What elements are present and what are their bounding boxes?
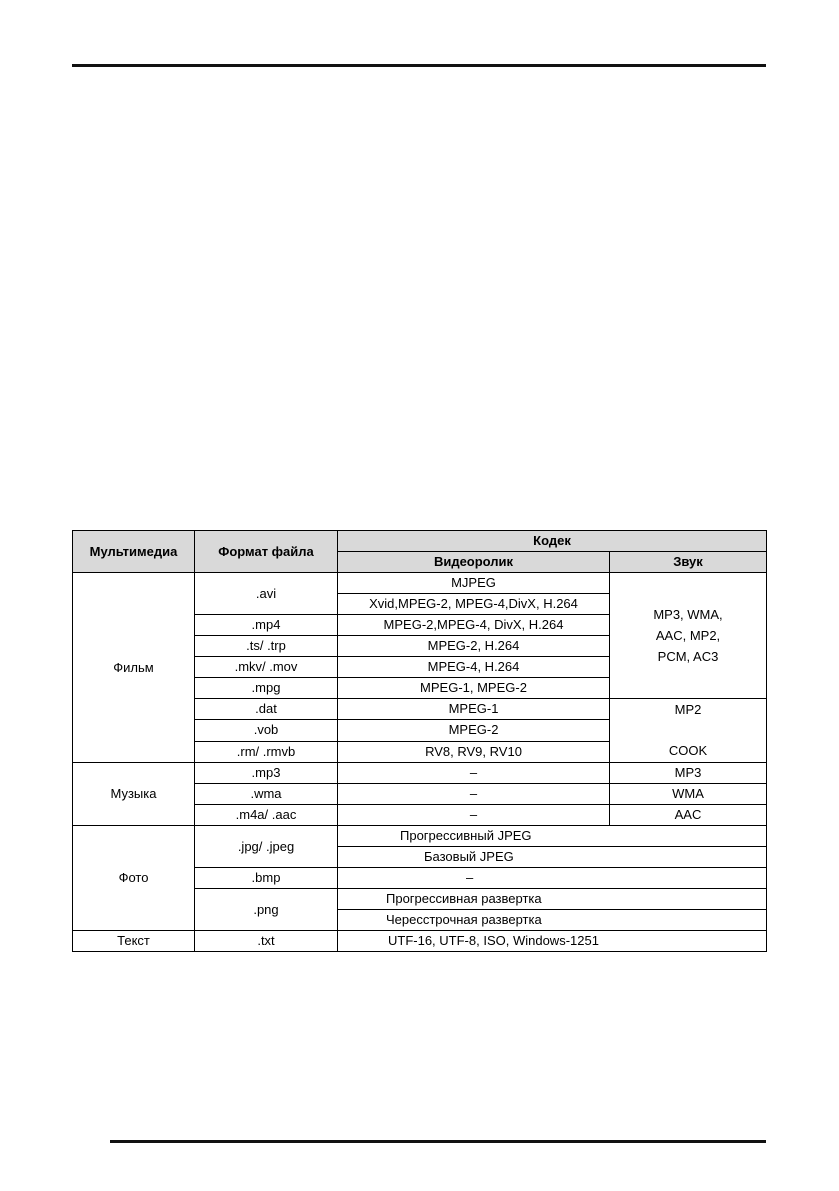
video-codec: MPEG-4, H.264	[338, 657, 610, 678]
photo-codec: Прогрессивная развертка	[338, 889, 767, 910]
audio-codec: MP3	[610, 763, 767, 784]
video-codec: –	[338, 784, 610, 805]
format-wma: .wma	[195, 784, 338, 805]
photo-codec: Базовый JPEG	[338, 847, 767, 868]
header-audio: Звук	[610, 552, 767, 573]
format-mpg: .mpg	[195, 678, 338, 699]
header-format: Формат файла	[195, 531, 338, 573]
header-codec: Кодек	[338, 531, 767, 552]
video-codec: MPEG-2	[338, 720, 610, 741]
media-music: Музыка	[73, 763, 195, 826]
header-media: Мультимедиа	[73, 531, 195, 573]
format-jpg: .jpg/ .jpeg	[195, 826, 338, 868]
audio-line-1: MP3, WMA,	[653, 607, 723, 622]
audio-line-2: AAC, MP2,	[655, 628, 721, 643]
text-codec: UTF-16, UTF-8, ISO, Windows-1251	[338, 931, 767, 952]
format-bmp: .bmp	[195, 868, 338, 889]
format-vob: .vob	[195, 720, 338, 741]
video-codec: MJPEG	[338, 573, 610, 594]
video-codec: MPEG-1	[338, 699, 610, 720]
media-text: Текст	[73, 931, 195, 952]
format-dat: .dat	[195, 699, 338, 720]
audio-codec: WMA	[610, 784, 767, 805]
table-row	[73, 763, 767, 784]
audio-line-3: PCM, AC3	[657, 649, 719, 664]
audio-cook: COOK	[668, 743, 708, 758]
photo-codec: –	[338, 868, 767, 889]
format-mp4: .mp4	[195, 615, 338, 636]
header-video: Видеоролик	[338, 552, 610, 573]
format-m4a: .m4a/ .aac	[195, 805, 338, 826]
codec-support-table	[72, 530, 767, 952]
format-mp3: .mp3	[195, 763, 338, 784]
format-png: .png	[195, 889, 338, 931]
video-codec: RV8, RV9, RV10	[338, 741, 610, 762]
header-row-1	[73, 531, 767, 552]
format-avi: .avi	[195, 573, 338, 615]
format-ts: .ts/ .trp	[195, 636, 338, 657]
media-film: Фильм	[73, 573, 195, 763]
audio-codec-group	[610, 573, 767, 699]
footer-rule	[110, 1140, 766, 1143]
audio-mp2: MP2	[674, 702, 702, 717]
video-codec: MPEG-1, MPEG-2	[338, 678, 610, 699]
video-codec: MPEG-2,MPEG-4, DivX, H.264	[338, 615, 610, 636]
format-mkv: .mkv/ .mov	[195, 657, 338, 678]
table-row	[73, 826, 767, 847]
photo-codec: Чересстрочная развертка	[338, 910, 767, 931]
table-row	[73, 931, 767, 952]
format-txt: .txt	[195, 931, 338, 952]
video-codec: –	[338, 763, 610, 784]
format-rm: .rm/ .rmvb	[195, 741, 338, 762]
photo-codec: Прогрессивный JPEG	[338, 826, 767, 847]
video-codec: MPEG-2, H.264	[338, 636, 610, 657]
audio-codec-dat-vob-rm	[610, 699, 767, 763]
table-row	[73, 573, 767, 594]
header-rule	[72, 64, 766, 67]
audio-codec: AAC	[610, 805, 767, 826]
media-photo: Фото	[73, 826, 195, 931]
video-codec: Xvid,MPEG-2, MPEG-4,DivX, H.264	[338, 594, 610, 615]
video-codec: –	[338, 805, 610, 826]
